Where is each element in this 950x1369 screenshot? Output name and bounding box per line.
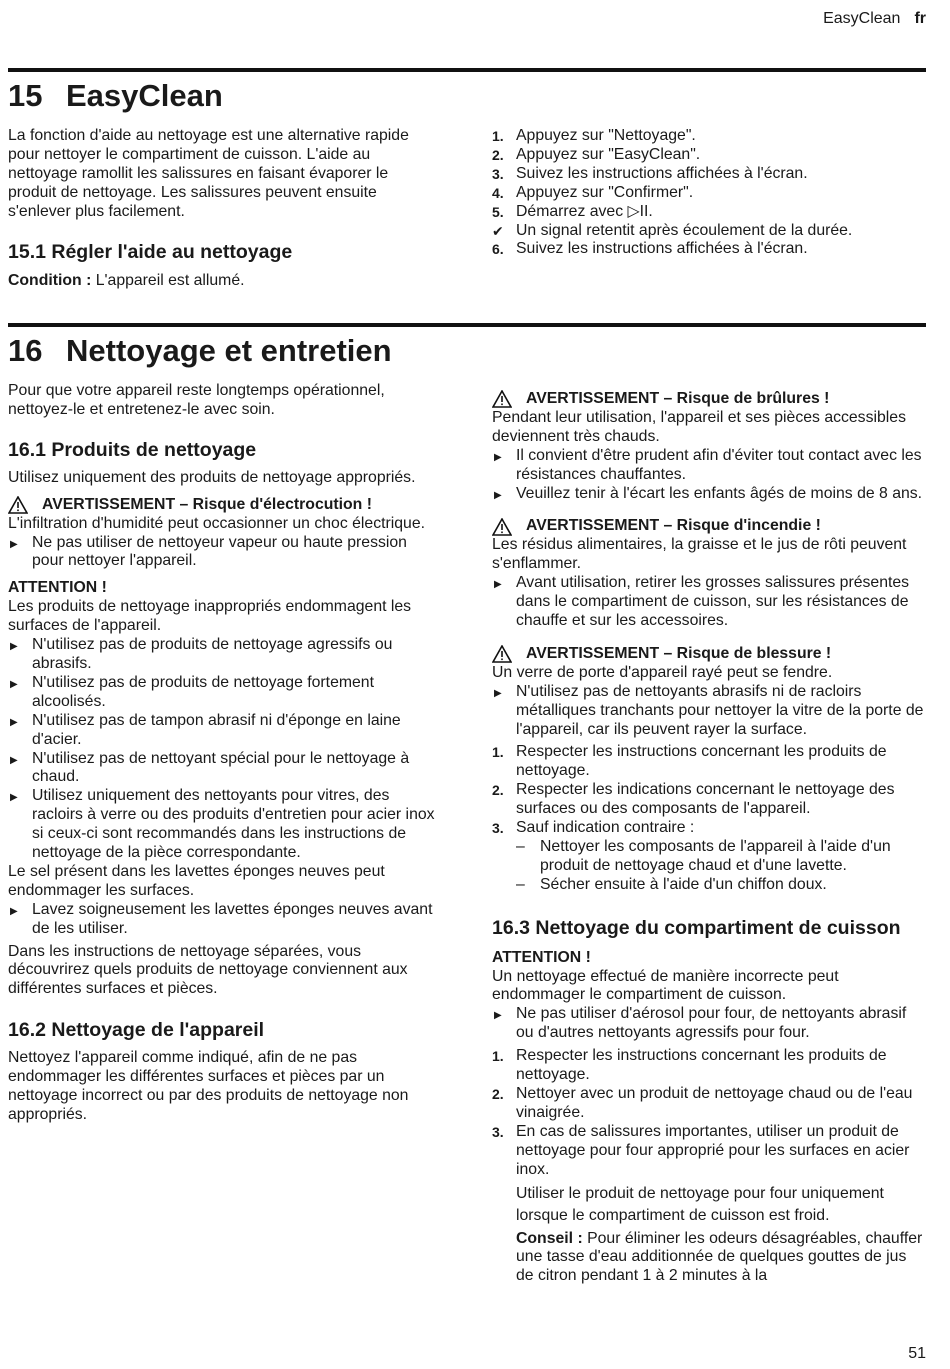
paragraph: Un nettoyage effectué de manière incorrecte peut endommager le compartiment de cuisson.	[492, 967, 839, 1004]
step: 1. Appuyez sur "Nettoyage".	[492, 127, 696, 144]
step: 2. Appuyez sur "EasyClean".	[492, 145, 701, 163]
paragraph: Un verre de porte d'appareil rayé peut se fendre.	[492, 663, 833, 681]
warning-triangle-icon	[492, 645, 512, 663]
step: 4. Appuyez sur "Confirmer".	[492, 183, 694, 201]
attention-label: ATTENTION !	[8, 579, 107, 597]
warning-burns: AVERTISSEMENT – Risque de brûlures !	[492, 390, 926, 409]
warning-fire: AVERTISSEMENT – Risque d'incendie !	[492, 517, 926, 536]
step: 3. Sauf indication contraire :	[492, 819, 695, 837]
subsection-16-1-title: 16.1 Produits de nettoyage	[8, 438, 257, 461]
bullet: ▶ Il convient d'être prudent afin d'éviter tout contact avec les résistances chauffantes.	[494, 446, 922, 483]
paragraph: Les résidus alimentaires, la graisse et le jus de rôti peuvent s'enflammer.	[492, 536, 907, 573]
step-result: ✔ Un signal retentit après écoulement de la durée.	[492, 221, 853, 239]
bullet: ▶ N'utilisez pas de tampon abrasif ni d'éponge en laine d'acier.	[10, 711, 401, 748]
bullet: ▶ Lavez soigneusement les lavettes éponges neuves avant de les utiliser.	[10, 900, 433, 937]
header-lang: fr	[914, 10, 926, 27]
paragraph: Le sel présent dans les lavettes éponges neuves peut endommager les surfaces.	[8, 862, 385, 899]
subsection-16-3-title: 16.3 Nettoyage du compartiment de cuisson	[492, 916, 901, 939]
running-header	[823, 10, 926, 28]
section-16-right	[492, 390, 926, 1286]
section-15-intro: La fonction d'aide au nettoyage est une alternative rapide pour nettoyer le compartiment de cuisson. L'aide au nettoyage ramollit les salissures en faisant évaporer le produit de nettoyage. Les salissures peuvent ensuite s'enlever plus facilement.	[8, 127, 409, 220]
step: 1. Respecter les instructions concernant les produits de nettoyage.	[492, 1047, 887, 1084]
dash-item: – Nettoyer les composants de l'appareil à l'aide d'un produit de nettoyage chaud et d'une lavette.	[516, 837, 891, 874]
paragraph: Dans les instructions de nettoyage séparées, vous découvrirez quels produits de nettoyage conviennent aux différentes surfaces et pièces.	[8, 942, 408, 998]
section-16-intro: Pour que votre appareil reste longtemps opérationnel, nettoyez-le et entretenez-le avec soin.	[8, 382, 385, 418]
warning-injury: AVERTISSEMENT – Risque de blessure !	[492, 645, 926, 664]
bullet: ▶ N'utilisez pas de nettoyants abrasifs ni de racloirs métalliques tranchants pour nettoyer la vitre de la porte de l'appareil, car ils peuvent rayer la surface.	[494, 682, 924, 738]
bullet: ▶ Veuillez tenir à l'écart les enfants âgés de moins de 8 ans.	[494, 484, 923, 502]
warning-triangle-icon	[8, 496, 28, 514]
bullet: ▶ N'utilisez pas de produits de nettoyage agressifs ou abrasifs.	[10, 636, 393, 672]
step: 6. Suivez les instructions affichées à l'écran.	[492, 240, 808, 258]
bullet: ▶ N'utilisez pas de nettoyant spécial pour le nettoyage à chaud.	[10, 749, 410, 786]
subsection-15-1-title: 15.1 Régler l'aide au nettoyage	[8, 240, 293, 263]
paragraph: Pendant leur utilisation, l'appareil et ses pièces accessibles deviennent très chauds.	[492, 408, 906, 445]
bullet: ▶ Ne pas utiliser d'aérosol pour four, de nettoyants abrasif ou d'autres nettoyants agressifs pour four.	[494, 1005, 907, 1042]
step: 2. Respecter les indications concernant le nettoyage des surfaces ou des composants de l'appareil.	[492, 781, 895, 818]
step: 5. Démarrez avec ▷II.	[492, 202, 653, 220]
bullet: ▶ Ne pas utiliser de nettoyeur vapeur ou haute pression pour nettoyer l'appareil.	[10, 533, 407, 570]
section-15-right	[492, 127, 926, 259]
section-16-left	[8, 382, 440, 1125]
tip: Conseil : Pour éliminer les odeurs désagréables, chauffer une tasse d'eau additionnée de quelques gouttes de jus de citron pendant 1 à 2 minutes à la	[516, 1229, 923, 1285]
paragraph: L'infiltration d'humidité peut occasionner un choc électrique.	[8, 514, 425, 532]
step: 3. En cas de salissures importantes, utiliser un produit de nettoyage pour four approprié pour les surfaces en acier inox.	[492, 1122, 910, 1178]
header-title: EasyClean	[823, 10, 901, 27]
check-icon: ✔	[492, 222, 504, 239]
step-note: Utiliser le produit de nettoyage pour four uniquement lorsque le compartiment de cuisson est froid.	[516, 1184, 884, 1224]
step: 3. Suivez les instructions affichées à l'écran.	[492, 164, 808, 182]
section-15-heading: 15 EasyClean	[8, 78, 223, 113]
dash-item: – Sécher ensuite à l'aide d'un chiffon doux.	[516, 875, 827, 893]
section-16-heading: 16 Nettoyage et entretien	[8, 333, 392, 368]
condition-line: Condition : L'appareil est allumé.	[8, 271, 245, 289]
warning-electrocution: AVERTISSEMENT – Risque d'électrocution !	[8, 496, 440, 515]
attention-label: ATTENTION !	[492, 948, 591, 966]
bullet: ▶ N'utilisez pas de produits de nettoyage fortement alcoolisés.	[10, 673, 374, 710]
bullet: ▶ Avant utilisation, retirer les grosses salissures présentes dans le compartiment de cuisson, sur les résistances de chauffe et sur les accessoires.	[494, 574, 910, 629]
step: 1. Respecter les instructions concernant les produits de nettoyage.	[492, 743, 887, 780]
bullet: ▶ Utilisez uniquement des nettoyants pour vitres, des racloirs à verre ou des produits d'entretien pour acier inox si ceux-ci sont recommandés dans les instructions de nettoyage de la pièce correspondante.	[10, 787, 435, 862]
section-15-rule	[8, 68, 926, 72]
paragraph: Utilisez uniquement des produits de nettoyage appropriés.	[8, 468, 416, 486]
paragraph: Nettoyez l'appareil comme indiqué, afin de ne pas endommager les différentes surfaces et pièces par un nettoyage incorrect ou par des produits de nettoyage non appropriés.	[8, 1049, 409, 1123]
subsection-16-2-title: 16.2 Nettoyage de l'appareil	[8, 1019, 265, 1042]
warning-triangle-icon	[492, 390, 512, 408]
section-15-left	[8, 127, 440, 290]
paragraph: Les produits de nettoyage inappropriés endommagent les surfaces de l'appareil.	[8, 598, 412, 635]
page-number: 51	[908, 1345, 926, 1362]
section-16-rule	[8, 323, 926, 327]
step: 2. Nettoyer avec un produit de nettoyage chaud ou de l'eau vinaigrée.	[492, 1085, 913, 1121]
warning-triangle-icon	[492, 518, 512, 536]
